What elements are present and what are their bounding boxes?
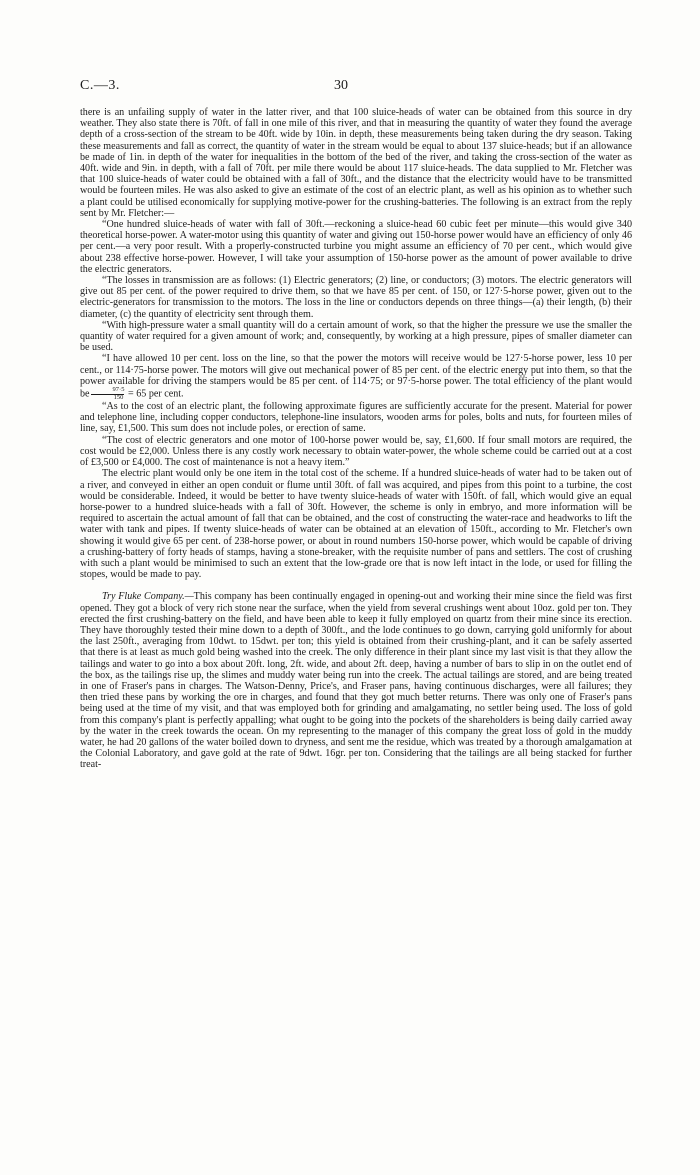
- efficiency-result: = 65 per cent.: [127, 388, 184, 400]
- document-reference: C.—3.: [80, 78, 120, 93]
- paragraph-company: [80, 591, 632, 770]
- fraction-denominator: 150: [113, 393, 124, 401]
- paragraph: “One hundred sluice-heads of water with fall of 30ft.—reckoning a sluice-head 60 cubic feet per minute—this would give 340 theoretical horse-power. A water-motor using this quantity of water and giving out 150-horse power would have an efficiency of only 46 per cent.—a very poor result. With a properly-constructed turbine you might assume an efficiency of 70 per cent., which would give about 238 effective horse-power. However, I will take your assumption of 150-horse power as the amount of power available to drive the electric generators.: [80, 219, 632, 275]
- page-number: 30: [334, 78, 348, 93]
- paragraph: The electric plant would only be one item in the total cost of the scheme. If a hundred sluice-heads of water had to be taken out of a river, and conveyed in either an open conduit or flume until 30ft. of fall was acquired, and pipes from this point to a turbine, the cost would be considerable. Indeed, it would be better to have twenty sluice-heads of water with 150ft. of fall, which would give an equal horse-power to a hundred sluice-heads with a fall of 30ft. However, the scheme is only in embryo, and more information will be required to ascertain the actual amount of fall that can be obtained, and the cost of constructing the water-race and headworks to lift the water with tank and pipes. If twenty sluice-heads of water can be obtained at an elevation of 150ft., according to Mr. Fletcher's own showing it would give 65 per cent. of 238-horse power, or about in round numbers 150-horse power, which would be capable of driving a crushing-battery of forty heads of stamps, having a stone-breaker, with the requisite number of pans and settlers. The cost of crushing with such a plant would be minimised to such an extent that the low-grade ore that is now left intact in the lode, or used for filling the stopes, would be made to pay.: [80, 468, 632, 581]
- company-heading: Try Fluke Company.—: [102, 591, 194, 603]
- efficiency-fraction: [91, 387, 125, 401]
- paragraph: “The losses in transmission are as follows: (1) Electric generators; (2) line, or conductors; (3) motors. The electric generators will give out 85 per cent. of the power required to drive them, so that we have 85 per cent. of 150, or 127·5-horse power, given out to the electric-generators for transmission to the motors. The loss in the line or conductors depends on three things—(a) their length, (b) their diameter, (c) the quantity of electricity sent through them.: [80, 275, 632, 320]
- paragraph-efficiency: [80, 353, 632, 401]
- paragraph: “The cost of electric generators and one motor of 100-horse power would be, say, £1,600. If four small motors are required, the cost would be £2,000. Unless there is any costly work necessary to obtain water-power, the whole scheme could be carried out at a cost of £3,500 or £4,000. The cost of maintenance is not a heavy item.”: [80, 434, 632, 469]
- body-text: [80, 107, 632, 771]
- paragraph-text: “I have allowed 10 per cent. loss on the line, so that the power the motors will receive would be 127·5-horse power, less 10 per cent., or 114·75-horse power. The motors will give out mechanical power of 85 per cent. of the electric energy put into them, so that the power available for driving the stampers would be 85 per cent. of 114·75; or 97·5-horse power. The total efficiency of the plant would be: [80, 353, 632, 400]
- paragraph: “With high-pressure water a small quantity will do a certain amount of work, so that the higher the pressure we use the smaller the quantity of water required for a given amount of work; and, consequently, by working at a high pressure, pipes of smaller diameter can be used.: [80, 319, 632, 354]
- page-header: [80, 78, 632, 94]
- fraction-numerator: 97·5: [91, 387, 125, 395]
- paragraph-text: This company has been continually engaged in opening-out and working their mine since the field was first opened. They got a block of very rich stone near the surface, when the yield from several crushings went about 10oz. gold per ton. They erected the first crushing-battery on the field, and have been able to keep it fully employed on quartz from their mine since its erection. They have thoroughly tested their mine down to a depth of 300ft., and the lode continues to go down, carrying gold uniformly for about the last 250ft., averaging from 10dwt. to 15dwt. per ton; this yield is obtained from their crushing-plant, and it can be safely asserted that there is at least as much gold being washed into the creek. The only difference in their plant since my last visit is that they allow the tailings and water to go into a box about 20ft. long, 2ft. wide, and about 2ft. deep, having a number of bars to slip in on the outlet end of the box, as the tailings rise up, the slimes and muddy water being run into the creek. The actual tailings are stored, and are being treated in one of Fraser's pans in charges. The Watson-Denny, Price's, and Fraser pans, having continuous discharges, were all failures; they then tried these pans by working the ore in charges, and found that they got much better returns. There was only one of Fraser's pans being used at the time of my visit, and that was employed both for grinding and amalgamating, no settler being used. The loss of gold from this company's plant is perfectly appalling; what ought to be going into the pockets of the shareholders is being daily carried away by the water in the creek towards the ocean. On my representing to the manager of this company the great loss of gold in the muddy water, he had 20 gallons of the water boiled down to dryness, and sent me the residue, which was treated by a thorough amalgamation at the Colonial Laboratory, and gave gold at the rate of 9dwt. 16gr. per ton. Considering that the tailings are all being stacked for further treat-: [80, 591, 632, 771]
- paragraph: there is an unfailing supply of water in the latter river, and that 100 sluice-heads of water can be obtained from this source in dry weather. They also state there is 70ft. of fall in one mile of this river, and that in measuring the quantity of water they found the average depth of a cross-section of the stream to be 40ft. wide by 10in. in depth, these measurements being taken during the dry season. Taking these measurements and fall as correct, the quantity of water in the stream would be equal to about 137 sluice-heads; but if an allowance be made of 1in. in depth of the water for inequalities in the bottom of the bed of the river, and taking the cross-section of the water as 40ft. wide and 9in. in depth, with a fall of 70ft. per mile there would be about 117 sluice-heads. The data supplied to Mr. Fletcher was that 100 sluice-heads of water could be obtained with a fall of 30ft., and the distance that the electricity would have to be transmitted would be fourteen miles. He was also asked to give an estimate of the cost of an electric plant, as well as his opinion as to whether such a plant could be utilised economically for supplying motive-power for the crushing-batteries. The following is an extract from the reply sent by Mr. Fletcher:—: [80, 107, 632, 219]
- paragraph: “As to the cost of an electric plant, the following approximate figures are sufficiently accurate for the present. Material for power and telephone line, including copper conductors, telephone-line insulators, wooden arms for poles, bolts and nuts, for fourteen miles of line, say, £1,500. This sum does not include poles, or erection of same.: [80, 401, 632, 435]
